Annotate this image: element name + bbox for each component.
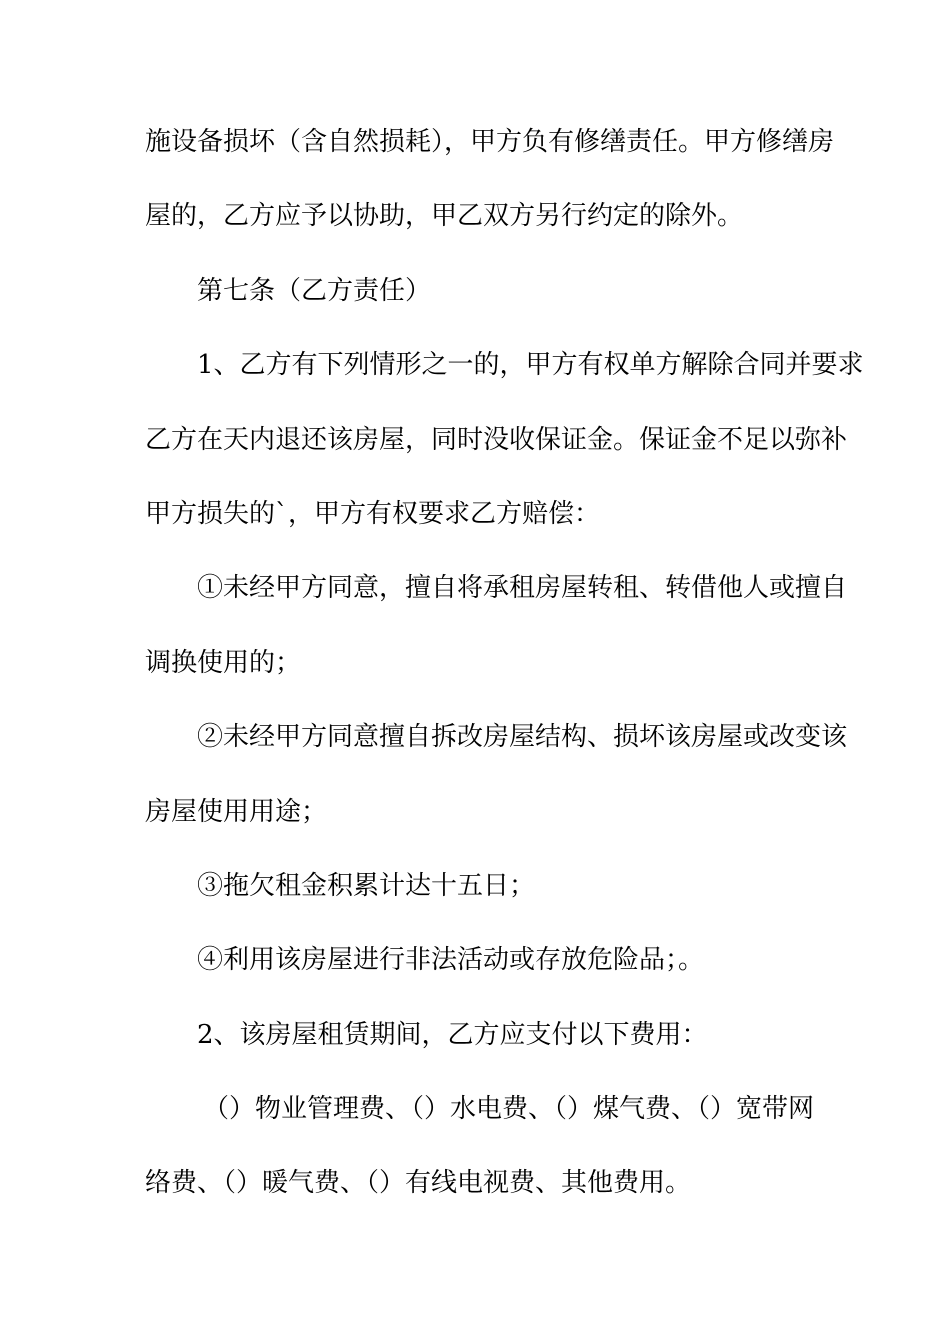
text-line: 施设备损坏（含自然损耗），甲方负有修缮责任。甲方修缮房: [145, 127, 835, 157]
text-line: 乙方在天内退还该房屋，同时没收保证金。保证金不足以弥补: [145, 424, 848, 455]
text-line: 2、该房屋租赁期间，乙方应支付以下费用：: [197, 1019, 708, 1050]
text-line: 房屋使用用途；: [145, 796, 328, 827]
section-heading: 第七条（乙方责任）: [197, 275, 432, 306]
fee-list-line: （）物业管理费、（）水电费、（）煤气费、（）宽带网: [203, 1094, 815, 1125]
text-line: 调换使用的；: [145, 647, 302, 678]
list-item: ④利用该房屋进行非法活动或存放危险品；。: [197, 945, 705, 976]
contract-text: [145, 127, 864, 1245]
text-line: 甲方损失的`，甲方有权要求乙方赔偿：: [145, 498, 601, 529]
list-item: ①未经甲方同意，擅自将承租房屋转租、转借他人或擅自: [197, 573, 848, 604]
fee-list-line: 络费、（）暖气费、（）有线电视费、其他费用。: [145, 1168, 692, 1199]
list-item: ②未经甲方同意擅自拆改房屋结构、损坏该房屋或改变该: [197, 722, 848, 753]
text-line: 屋的，乙方应予以协助，甲乙双方另行约定的除外。: [145, 201, 744, 232]
text-line: 1、乙方有下列情形之一的，甲方有权单方解除合同并要求: [197, 350, 864, 381]
list-item: ③拖欠租金积累计达十五日；: [197, 870, 536, 901]
